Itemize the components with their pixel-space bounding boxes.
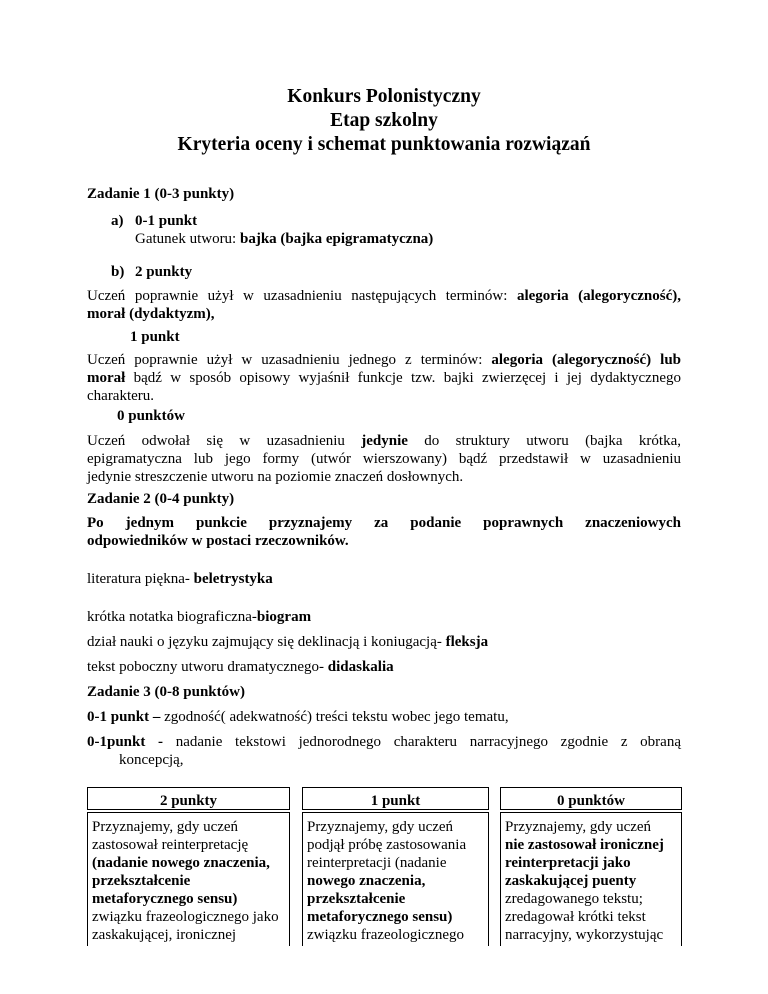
task2-item-3	[87, 633, 488, 651]
table-cell-1pt	[302, 812, 489, 946]
table-header-0pts	[500, 787, 682, 810]
task1-a-text	[135, 230, 433, 248]
task2-item-4-term: tekst poboczny utworu dramatycznego-	[87, 659, 328, 675]
task1-b-bold1: alegoria (alegoryczność),	[516, 288, 681, 304]
task1-1pt-bold2: morał	[87, 370, 126, 386]
table-col2-line: podjął próbę zastosowania	[307, 837, 467, 853]
task2-intro-line1: Po jednym punkcie przyznajemy za podanie poprawnych znaczeniowych	[87, 515, 681, 531]
task3-criterion-2-line2: koncepcją,	[119, 752, 184, 768]
task3-heading-text: Zadanie 3 (0-8 punktów)	[87, 684, 245, 700]
task3-c1-text: zgodność( adekwatność) treści tekstu wobec jego tematu,	[160, 709, 509, 725]
task3-c2-text1: nadanie tekstowi jednorodnego charakteru narracyjnego zgodnie z obraną	[163, 734, 681, 750]
table-header-2pts-text: 2 punkty	[159, 793, 218, 809]
table-col1-line: związku frazeologicznego jako	[92, 909, 279, 925]
task1-1pt-bold1: alegoria (alegoryczność) lub	[491, 352, 682, 368]
title-line-1: Konkurs Polonistyczny	[287, 86, 481, 107]
task1-1pt-b: bądź w sposób opisowy wyjaśnił funkcje tzw. bajki zwierzęcej i jej dydaktycznego	[125, 370, 681, 386]
table-cell-0pts	[500, 812, 682, 946]
task2-item-3-term: dział nauki o języku zajmujący się deklinacją i koniugacją-	[87, 634, 446, 650]
table-cell-1pt-body	[303, 813, 488, 944]
title-line-2: Etap szkolny	[330, 110, 438, 131]
task1-a-label-text: a)	[111, 213, 124, 229]
task1-0pt-line1	[87, 432, 681, 450]
task2-item-2-term: krótka notatka biograficzna-	[87, 609, 257, 625]
task2-item-2-answer: biogram	[256, 609, 312, 625]
table-cell-2pts	[87, 812, 290, 946]
table-col3-line: zredagował krótki tekst	[505, 909, 646, 925]
task1-1pt-line2	[87, 369, 681, 387]
task1-1pt-label	[130, 328, 180, 346]
task1-a-points	[135, 212, 197, 230]
title-line-3: Kryteria oceny i schemat punktowania rozwiązań	[177, 134, 591, 155]
task1-0pt-label	[117, 407, 185, 425]
task1-1pt-line1	[87, 351, 681, 369]
task1-1pt-text: 1 punkt	[130, 329, 180, 345]
task1-0pt-text: 0 punktów	[117, 408, 185, 424]
table-col2-line: metaforycznego sensu)	[307, 909, 453, 925]
task1-b-label-text: b)	[111, 264, 125, 280]
table-col3-line: Przyznajemy, gdy uczeń	[505, 819, 652, 835]
table-cell-0pts-body	[501, 813, 681, 944]
task2-item-1	[87, 570, 273, 588]
table-col3-line: zaskakującej puenty	[505, 873, 637, 889]
table-col1-line: metaforycznego sensu)	[92, 891, 238, 907]
task1-a-answer: bajka (bajka epigramatyczna)	[239, 231, 434, 247]
task1-a-points-text: 0-1 punkt	[135, 213, 198, 229]
task1-1pt-line3: charakteru.	[87, 388, 155, 404]
task2-item-1-answer: beletrystyka	[193, 571, 273, 587]
table-header-1pt-text: 1 punkt	[370, 793, 421, 809]
task1-heading-text: Zadanie 1 (0-3 punkty)	[87, 186, 235, 202]
task2-item-4-answer: didaskalia	[327, 659, 394, 675]
table-cell-2pts-body	[88, 813, 289, 944]
table-col3-line: nie zastosował ironicznej	[505, 837, 664, 853]
table-col1-line: przekształcenie	[92, 873, 191, 889]
table-col1-line: zaskakującej, ironicznej	[92, 927, 237, 943]
task3-heading	[87, 683, 245, 701]
table-header-0pts-text: 0 punktów	[557, 793, 625, 809]
table-header-2pts	[87, 787, 290, 810]
task3-criterion-1	[87, 708, 509, 726]
task1-b-text-line1	[87, 287, 681, 305]
task2-intro-line2: odpowiedników w postaci rzeczowników.	[87, 533, 349, 549]
table-col1-line: zastosował reinterpretację	[92, 837, 249, 853]
task1-b-bold2: morał (dydaktyzm),	[87, 306, 215, 322]
task2-heading-text: Zadanie 2 (0-4 punkty)	[87, 491, 235, 507]
task1-b-text-line2	[87, 305, 215, 323]
table-col2-line: nowego znaczenia,	[307, 873, 426, 889]
task1-b-label	[111, 263, 124, 281]
task1-b-points	[135, 263, 192, 281]
task1-b-prefix: Uczeń poprawnie użył w uzasadnieniu następujących terminów:	[87, 288, 517, 304]
task2-item-1-term: literatura piękna-	[87, 571, 194, 587]
task2-heading	[87, 490, 234, 508]
task1-b-points-text: 2 punkty	[135, 264, 193, 280]
task1-a-label	[111, 212, 124, 230]
table-col3-line: zredagowanego tekstu;	[505, 891, 643, 907]
task1-0pt-line3: jedynie streszczenie utworu na poziomie znaczeń dosłownych.	[87, 469, 464, 485]
task1-0pt-bold: jedynie	[361, 433, 408, 449]
task2-item-3-answer: fleksja	[445, 634, 489, 650]
task1-0pt-b: do struktury utworu (bajka krótka,	[407, 433, 681, 449]
table-col3-line: narracyjny, wykorzystując	[505, 927, 664, 943]
table-col2-line: reinterpretacji (nadanie	[307, 855, 447, 871]
task2-item-2	[87, 608, 311, 626]
table-header-1pt	[302, 787, 489, 810]
task3-c2-points: 0-1punkt -	[87, 734, 164, 750]
task1-1pt-a: Uczeń poprawnie użył w uzasadnieniu jednego z terminów:	[87, 352, 492, 368]
table-col2-line: związku frazeologicznego	[307, 927, 464, 943]
task2-item-4	[87, 658, 394, 676]
task1-0pt-a: Uczeń odwołał się w uzasadnieniu	[87, 433, 362, 449]
task3-c1-points: 0-1 punkt –	[87, 709, 161, 725]
table-col1-line: (nadanie nowego znaczenia,	[92, 855, 270, 871]
task3-criterion-2-line1	[87, 733, 681, 751]
task1-heading	[87, 185, 234, 203]
table-col3-line: reinterpretacji jako	[505, 855, 631, 871]
task1-a-prefix: Gatunek utworu:	[135, 231, 240, 247]
table-col2-line: Przyznajemy, gdy uczeń	[307, 819, 454, 835]
table-col1-line: Przyznajemy, gdy uczeń	[92, 819, 239, 835]
task1-0pt-line2: epigramatyczna lub jego formy (utwór wierszowany) bądź przedstawił w uzasadnieniu	[87, 451, 681, 467]
table-col2-line: przekształcenie	[307, 891, 406, 907]
